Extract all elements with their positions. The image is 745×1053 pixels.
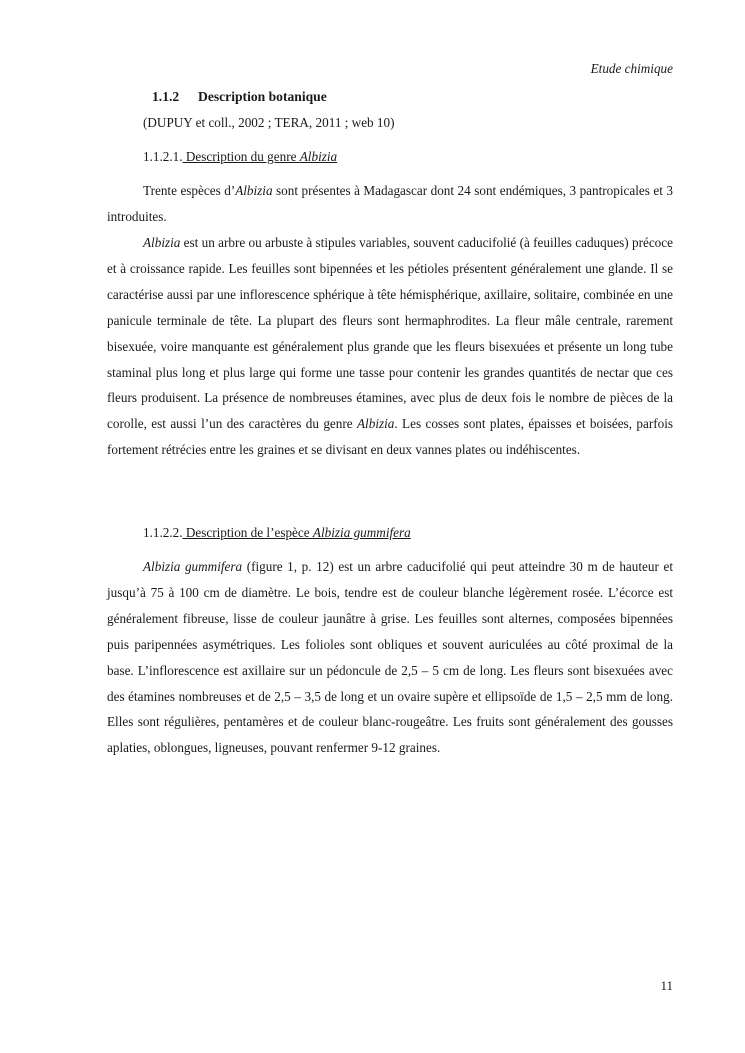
paragraph-genus-description: Albizia est un arbre ou arbuste à stipules variables, souvent caducifolié (à feuilles caduques) précoce et à croissance rapide. Les feuilles sont bipennées et les pétioles présentent généralement une glande. Il se caractérise aussi par une inflorescence sphérique à tête hémisphérique, axillaire, solitaire, combinée en une panicule terminale de tête. La plupart des fleurs sont hermaphrodites. La fleur mâle centrale, rarement bisexuée, voire manquante est généralement plus grande que les fleurs bisexuées et présente un long tube staminal plus long et plus large qui forme une tasse pour contenir les grandes quantités de nectar que ces fleurs produisent. La présence de nombreuses étamines, avec plus de deux fois le nombre de pièces de la corolle, est aussi l’un des caractères du genre Albizia. Les cosses sont plates, épaisses et boisées, parfois fortement rétrécies entre les graines et se divisant en deux vannes plates ou indéhiscentes. xyxy=(107,235,673,458)
paragraph-species-description: Albizia gummifera (figure 1, p. 12) est un arbre caducifolié qui peut atteindre 30 m de hauteur et jusqu’à 75 à 100 cm de diamètre. Le bois, tendre est de couleur blanche légèrement rosée. L’écorce est généralement fibreuse, lisse de couleur jaunâtre à grise. Les feuilles sont alternes, composées bipennées puis paripennées asymétriques. Les folioles sont obliques et souvent auriculées au côté proximal de la base. L’inflorescence est axillaire sur un pédoncule de 2,5 – 5 cm de long. Les fleurs sont bisexuées avec des étamines nombreuses et de 2,5 – 3,5 de long et un ovaire supère et ellipsoïde de 1,5 – 2,5 mm de long. Elles sont régulières, pentamères et de couleur blanc-rougeâtre. Les fruits sont généralement des gousses aplaties, oblongues, ligneuses, pouvant renfermer 9-12 graines. xyxy=(107,559,673,756)
section-heading xyxy=(152,89,327,105)
subheading-genus-number: 1.1.2.1. xyxy=(143,149,183,164)
section-number: 1.1.2 xyxy=(152,89,180,104)
section-references: (DUPUY et coll., 2002 ; TERA, 2011 ; web 10) xyxy=(143,115,395,130)
subheading-species xyxy=(143,525,411,541)
subheading-species-number: 1.1.2.2. xyxy=(143,525,183,540)
page-number: 11 xyxy=(660,978,673,993)
paragraph-genus-species-count: Trente espèces d’Albizia sont présentes à Madagascar dont 24 sont endémiques, 3 pantropicales et 3 introduites. xyxy=(107,183,673,224)
subheading-species-title: Description de l’espèce Albizia gummifera xyxy=(182,525,411,540)
subheading-genus xyxy=(143,149,337,165)
section-title: Description botanique xyxy=(198,89,327,104)
subheading-genus-title: Description du genre Albizia xyxy=(182,149,338,164)
running-header: Etude chimique xyxy=(590,61,673,76)
